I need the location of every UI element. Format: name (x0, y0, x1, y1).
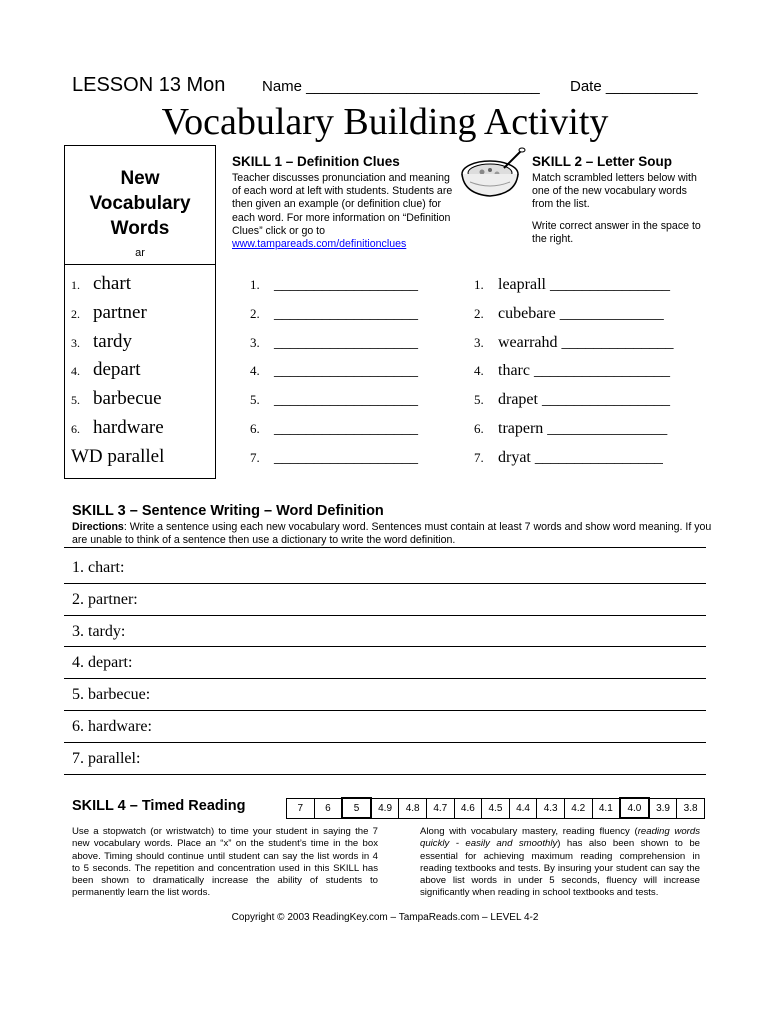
vocabulary-word: WD parallel (71, 445, 165, 467)
divider (64, 547, 706, 548)
date-field[interactable]: Date ___________ (570, 78, 698, 95)
letter-soup-list (474, 271, 674, 473)
word-box-title: New Vocabulary Words (89, 168, 191, 239)
time-cell[interactable]: 4.0 (620, 798, 649, 818)
time-cell[interactable]: 4.1 (592, 798, 620, 818)
skill1-answer-list (250, 271, 418, 473)
sentence-lines (64, 552, 706, 775)
scrambled-word-item[interactable]: 4. tharc _________________ (474, 362, 670, 380)
skill2-instructions: Match scrambled letters below with one of the new vocabulary words from the list. (532, 172, 697, 211)
sentence-line[interactable]: 2. partner: (64, 584, 706, 616)
skill3-title: SKILL 3 – Sentence Writing – Word Definition (72, 503, 384, 519)
word-box-subtitle: ar (135, 247, 145, 259)
skill2-title: SKILL 2 – Letter Soup (532, 154, 673, 169)
scrambled-word-item[interactable]: 2. cubebare _____________ (474, 304, 664, 322)
time-cell[interactable]: 4.3 (537, 798, 565, 818)
time-cell[interactable]: 4.2 (564, 798, 592, 818)
sentence-line[interactable]: 3. tardy: (64, 616, 706, 648)
time-cell[interactable]: 4.9 (371, 798, 399, 818)
lesson-label: LESSON 13 Mon (72, 74, 226, 96)
copyright: Copyright © 2003 ReadingKey.com – TampaReads.com – LEVEL 4-2 (231, 912, 539, 923)
skill4-instructions: Use a stopwatch (or wristwatch) to time your student in saying the 7 new vocabulary words. Place an “x” on the student’s time in the box above. Timing should continue until student can say the list words in 4 to 5 seconds. The repetition and concentration used in this SKILL has been shown to dramatically increase the ability of students to permanently learn the list words. (72, 826, 378, 899)
vocabulary-word: 3. tardy (71, 330, 133, 352)
word-box-heading (65, 146, 215, 265)
scrambled-word-item[interactable]: 5. drapet ________________ (474, 391, 670, 409)
skill4-fluency-note: Along with vocabulary mastery, reading fluency (reading words quickly - easily and smoothly) has also been shown to be essential for achieving maximum reading comprehension in reading textbooks and tests. By insuring your student can say the above list words in under 5 seconds, fluency will increase significantly when reading in school textbooks and tests. (420, 826, 700, 899)
time-cell[interactable]: 4.8 (399, 798, 427, 818)
page-title: Vocabulary Building Activity (161, 101, 609, 143)
skill1-title: SKILL 1 – Definition Clues (232, 154, 400, 169)
answer-blank[interactable]: 1. __________________ (250, 276, 418, 293)
answer-blank[interactable]: 7. __________________ (250, 448, 418, 466)
skill2-instructions-2: Write correct answer in the space to the right. (532, 220, 701, 246)
time-cell[interactable]: 7 (287, 798, 315, 818)
time-cell[interactable]: 4.7 (426, 798, 454, 818)
time-cell[interactable]: 3.8 (677, 798, 705, 818)
vocabulary-word-list (71, 270, 164, 472)
soup-bowl-icon (456, 144, 526, 204)
vocabulary-word: 2. partner (71, 301, 147, 323)
scrambled-word-item[interactable]: 7. dryat ________________ (474, 448, 663, 466)
vocabulary-word: 5. barbecue (71, 388, 162, 410)
vocabulary-word: 4. depart (71, 359, 141, 381)
time-cell[interactable]: 4.5 (482, 798, 510, 818)
skill3-directions: Directions: Write a sentence using each new vocabulary word. Sentences must contain at least 7 words and show word meaning. If you are unable to think of a sentence then use a dictionary to write the word definition. (72, 521, 712, 546)
name-field[interactable]: Name ____________________________ (262, 78, 540, 95)
definition-clues-link[interactable]: www.tampareads.com/definitionclues (232, 238, 407, 251)
sentence-line[interactable]: 7. parallel: (64, 743, 706, 775)
skill4-title: SKILL 4 – Timed Reading (72, 798, 246, 814)
time-cell[interactable]: 4.6 (454, 798, 482, 818)
time-cell[interactable]: 4.4 (509, 798, 537, 818)
scrambled-word-item[interactable]: 3. wearrahd ______________ (474, 333, 674, 351)
answer-blank[interactable]: 4. __________________ (250, 362, 418, 380)
sentence-line[interactable]: 1. chart: (64, 552, 706, 584)
time-cell[interactable]: 6 (314, 798, 342, 818)
answer-blank[interactable]: 3. __________________ (250, 333, 418, 351)
answer-blank[interactable]: 5. __________________ (250, 391, 418, 409)
vocabulary-word: 1. chart (71, 273, 131, 294)
vocabulary-word-box (64, 145, 216, 479)
answer-blank[interactable]: 2. __________________ (250, 304, 418, 322)
time-cell[interactable]: 3.9 (649, 798, 677, 818)
sentence-line[interactable]: 4. depart: (64, 647, 706, 679)
timing-table (286, 797, 705, 819)
time-cell[interactable]: 5 (342, 798, 371, 818)
sentence-line[interactable]: 5. barbecue: (64, 679, 706, 711)
scrambled-word-item[interactable]: 1. leaprall _______________ (474, 276, 670, 293)
answer-blank[interactable]: 6. __________________ (250, 419, 418, 437)
skill1-instructions: Teacher discusses pronunciation and meaning of each word at left with students. Students are then given an example (or definition clue) for each word. For more information on “Definition Clues” click or go to www.tampareads.com/definitionclues (232, 172, 453, 251)
sentence-line[interactable]: 6. hardware: (64, 711, 706, 743)
vocabulary-word: 6. hardware (71, 416, 164, 438)
scrambled-word-item[interactable]: 6. trapern _______________ (474, 419, 668, 437)
